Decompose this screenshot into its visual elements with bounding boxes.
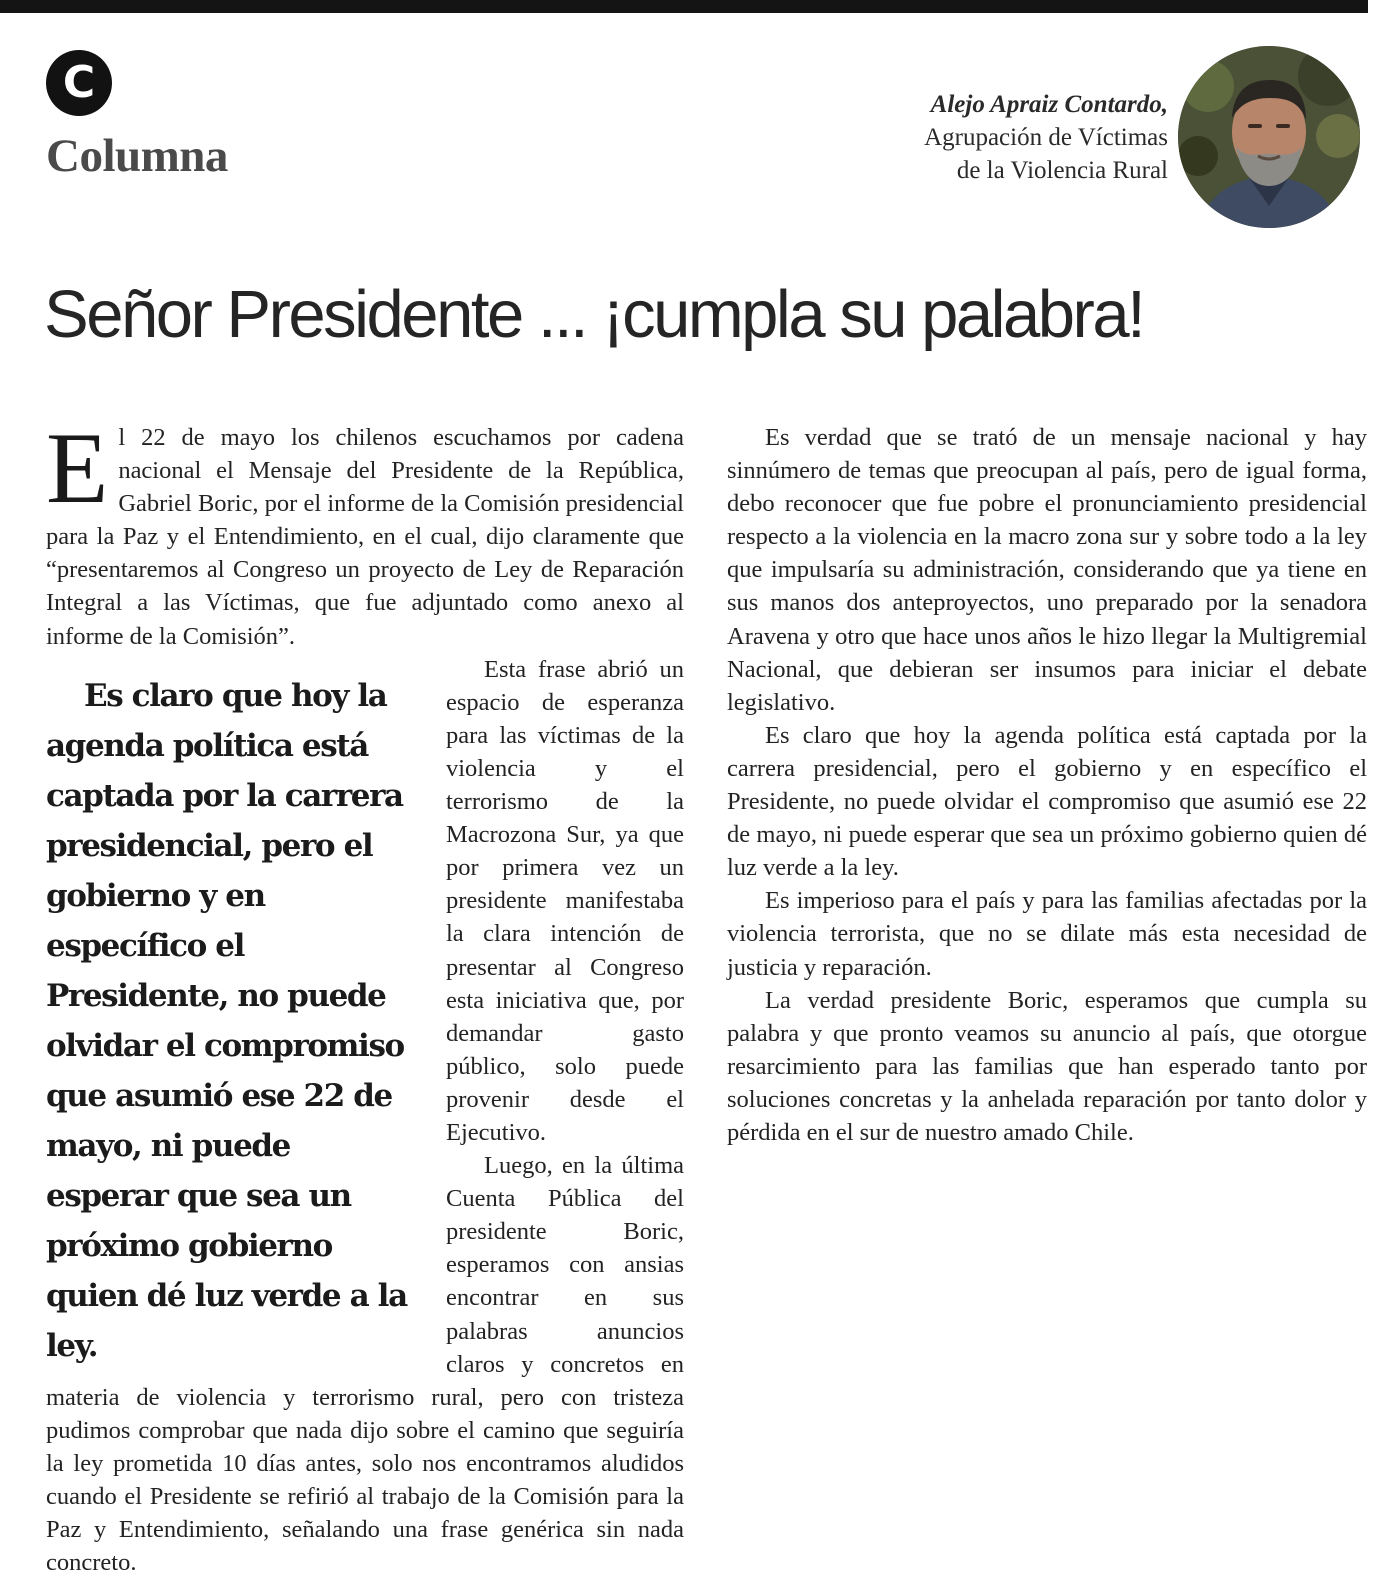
article-paragraph	[46, 412, 684, 653]
article-column-left	[46, 412, 684, 1579]
article-paragraph: Es claro que hoy la agenda política está captada por la carrera presidencial, pero el gobierno y en específico el Presidente, no puede olvidar el compromiso que asumió ese 22 de mayo, ni puede esperar que sea un próximo gobierno quien dé luz verde a la ley.	[727, 721, 1367, 882]
headline: Señor Presidente ... ¡cumpla su palabra!	[44, 277, 1144, 352]
author-org-line-1: Agrupación de Víctimas	[924, 124, 1168, 151]
paragraph-2-text: Esta frase abrió un espacio de esperanza para las víctimas de la violencia y el terrorismo de la Macrozona Sur, ya que por primera vez un presidente manifestaba la clara intención de presentar al Congreso esta iniciativa que, por demandar gasto público, solo puede provenir desde el Ejecutivo.	[446, 655, 684, 1146]
author-portrait-illustration	[1178, 46, 1360, 228]
article-paragraph	[46, 653, 684, 1364]
article-paragraph: La verdad presidente Boric, esperamos que cumpla su palabra y que pronto veamos su anuncio al país, que otorgue resarcimiento para las familias que han esperado tanto por soluciones concretas y la anhelada reparación por tanto dolor y pérdida en el sur de nuestro amado Chile.	[727, 986, 1367, 1146]
author-name: Alejo Apraiz Contardo,	[930, 91, 1168, 118]
byline	[924, 88, 1168, 187]
author-org-line-2: de la Violencia Rural	[956, 157, 1168, 184]
section-label: Columna	[46, 130, 228, 182]
article-paragraph: Es imperioso para el país y para las familias afectadas por la violencia terrorista, que no se dilate más esta necesidad de justicia y reparación.	[727, 887, 1367, 981]
pull-quote: Es claro que hoy la agenda política está captada por la carrera presidencial, pero el gobierno y en específico el Presidente, no puede olvidar el compromiso que asumió ese 22 de mayo, ni puede esperar que sea un próximo gobierno quien dé luz verde a la ley.	[46, 677, 407, 1364]
paragraph-1-text: l 22 de mayo los chilenos escuchamos por cadena nacional el Mensaje del Presidente de la República, Gabriel Boric, por el informe de la Comisión presidencial para la Paz y el Entendimiento, en el cual, dijo claramente que “presentaremos al Congreso un proyecto de Ley de Reparación Integral a las Víctimas, que fue adjuntado como anexo al informe de la Comisión”.	[46, 424, 684, 650]
article-column-right	[727, 421, 1367, 1149]
article-paragraph: Luego, en la última Cuenta Pública del presidente Boric, esperamos con ansias encontrar en sus palabras anuncios claros y concretos en materia de violencia y terrorismo rural, pero con tristeza pudimos comprobar que nada dijo sobre el camino que seguiría la ley prometida 10 días antes, solo nos encontramos aludidos cuando el Presidente se refirió al trabajo de la Comisión para la Paz y Entendimiento, señalando una frase genérica sin nada concreto.	[46, 1152, 684, 1577]
top-rule	[0, 0, 1368, 13]
drop-cap: E	[46, 412, 109, 525]
article-paragraph: Es verdad que se trató de un mensaje nacional y hay sinnúmero de temas que preocupan al país, pero de igual forma, debo reconocer que fue pobre el pronunciamiento presidencial respecto a la violencia en la macro zona sur y sobre todo a la ley que impulsaría su administración, considerando que ya tiene en sus manos dos anteproyectos, uno preparado por la senadora Aravena y otro que hace unos años le hizo llegar la Multigremial Nacional, que debieran ser insumos para iniciar el debate legislativo.	[727, 424, 1367, 716]
author-photo	[1178, 46, 1360, 228]
section-badge: C	[46, 50, 112, 116]
